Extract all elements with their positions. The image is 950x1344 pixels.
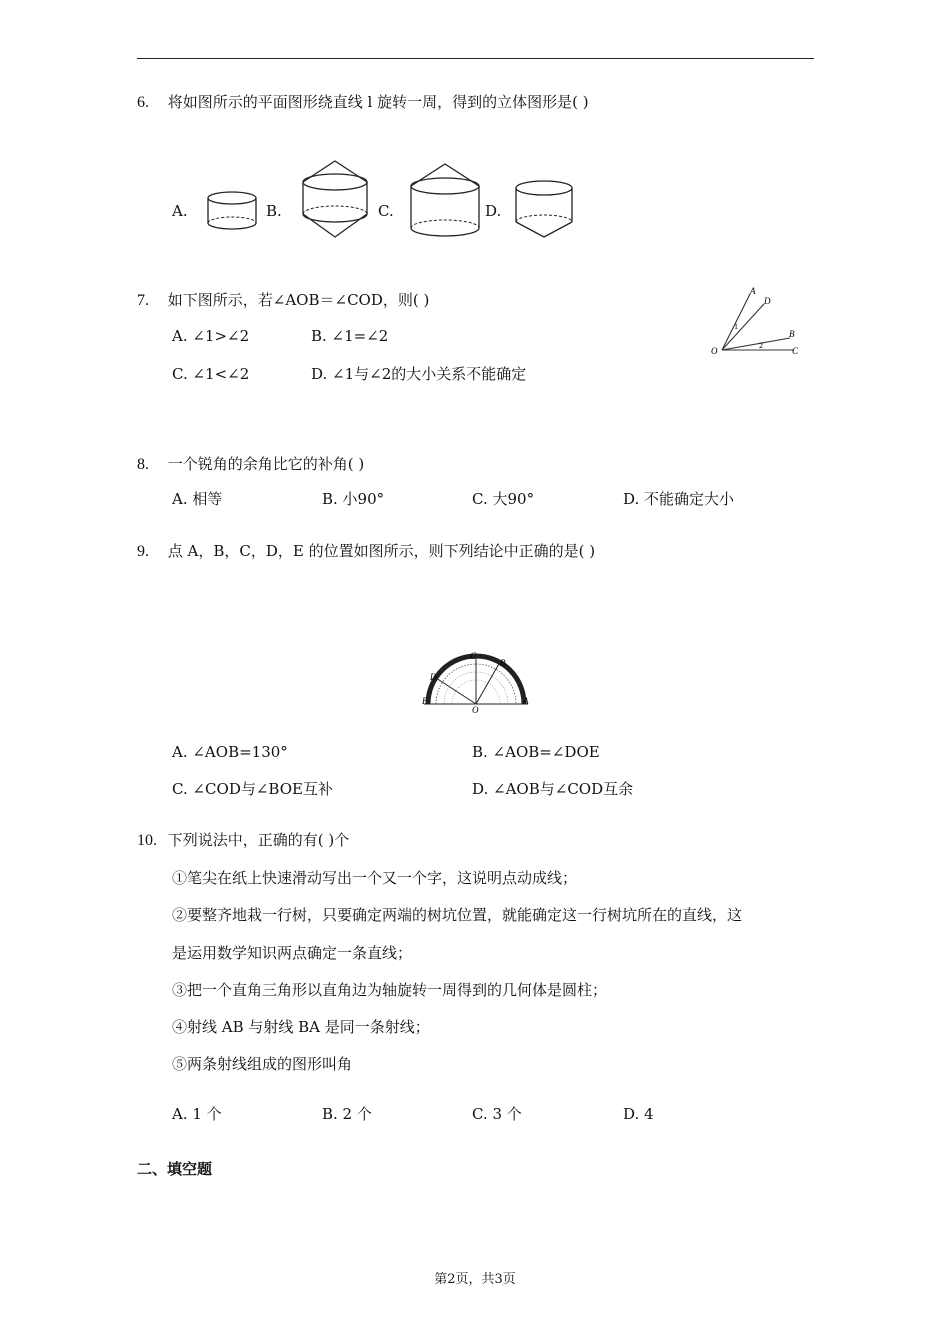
shape-cylinder (205, 190, 259, 234)
question-7 (137, 290, 429, 311)
question-stem: 如下图所示，若∠AOB＝∠COD，则( ) (167, 291, 430, 309)
question-number: 10. (137, 832, 157, 849)
question-number: 9. (137, 543, 149, 560)
option-b: B. 2 个 (322, 1105, 372, 1123)
statement-3: ③把一个直角三角形以直角边为轴旋转一周得到的几何体是圆柱； (172, 981, 608, 999)
option-c: C. 3 个 (472, 1105, 522, 1123)
question-8 (137, 454, 364, 475)
option-d: D. ∠AOB与∠COD互余 (472, 780, 634, 798)
shape-cone-cylinder (407, 160, 483, 240)
label-e: E (422, 696, 428, 706)
option-b: B. 小90° (322, 490, 385, 508)
label-angle-1: 1 (734, 322, 738, 331)
option-a: A. 1 个 (172, 1105, 222, 1123)
option-a: A. 相等 (172, 490, 223, 508)
option-d: D. 4 (623, 1105, 654, 1123)
label-d: D (430, 672, 437, 682)
question-10 (137, 830, 349, 851)
question-number: 8. (137, 456, 149, 473)
statement-2: ②要整齐地栽一行树，只要确定两端的树坑位置，就能确定这一行树坑所在的直线，这 (172, 906, 743, 924)
option-c: C. ∠COD与∠BOE互补 (172, 780, 333, 798)
statement-5: ⑤两条射线组成的图形叫角 (172, 1055, 353, 1073)
question-6 (137, 92, 589, 113)
label-b: B (500, 658, 506, 668)
question-number: 7. (137, 292, 149, 309)
label-c: C (470, 651, 477, 661)
question-stem: 将如图所示的平面图形绕直线 l 旋转一周，得到的立体图形是( ) (167, 93, 589, 111)
question-stem: 点 A，B，C，D，E 的位置如图所示，则下列结论中正确的是( ) (167, 542, 596, 560)
shape-cylinder-cone (513, 178, 575, 240)
section-title: 二、填空题 (137, 1160, 213, 1178)
question-stem: 下列说法中，正确的有( )个 (167, 831, 350, 849)
option-b: B. ∠AOB=∠DOE (472, 743, 600, 761)
label-o: O (472, 705, 479, 714)
option-c: C. (378, 202, 394, 220)
label-angle-2: 2 (759, 341, 763, 350)
label-b: B (789, 329, 795, 339)
page-footer: 第2页，共3页 (434, 1272, 516, 1287)
label-o: O (711, 346, 718, 356)
option-d: D. 不能确定大小 (623, 490, 735, 508)
statement-2-cont: 是运用数学知识两点确定一条直线； (172, 944, 413, 962)
question-stem: 一个锐角的余角比它的补角( ) (167, 455, 365, 473)
protractor-figure (420, 648, 532, 714)
option-c: C. ∠1<∠2 (172, 365, 250, 383)
statement-4: ④射线 AB 与射线 BA 是同一条射线； (172, 1018, 430, 1036)
option-b: B. (266, 202, 282, 220)
option-a: A. (172, 202, 188, 220)
option-a: A. ∠1>∠2 (172, 327, 250, 345)
question-9 (137, 541, 595, 562)
option-a: A. ∠AOB=130° (172, 743, 288, 761)
label-c: C (792, 346, 799, 356)
option-b: B. ∠1=∠2 (311, 327, 389, 345)
header-rule (137, 58, 814, 59)
question-number: 6. (137, 94, 149, 111)
label-a: A (523, 696, 529, 706)
option-d: D. ∠1与∠2的大小关系不能确定 (311, 365, 527, 383)
option-c: C. 大90° (472, 490, 535, 508)
statement-1: ①笔尖在纸上快速滑动写出一个又一个字，这说明点动成线； (172, 869, 578, 887)
angle-figure (706, 284, 810, 360)
option-d: D. (485, 202, 502, 220)
label-a: A (750, 286, 756, 296)
shape-double-cone-cylinder (300, 158, 370, 240)
label-d: D (764, 296, 771, 306)
